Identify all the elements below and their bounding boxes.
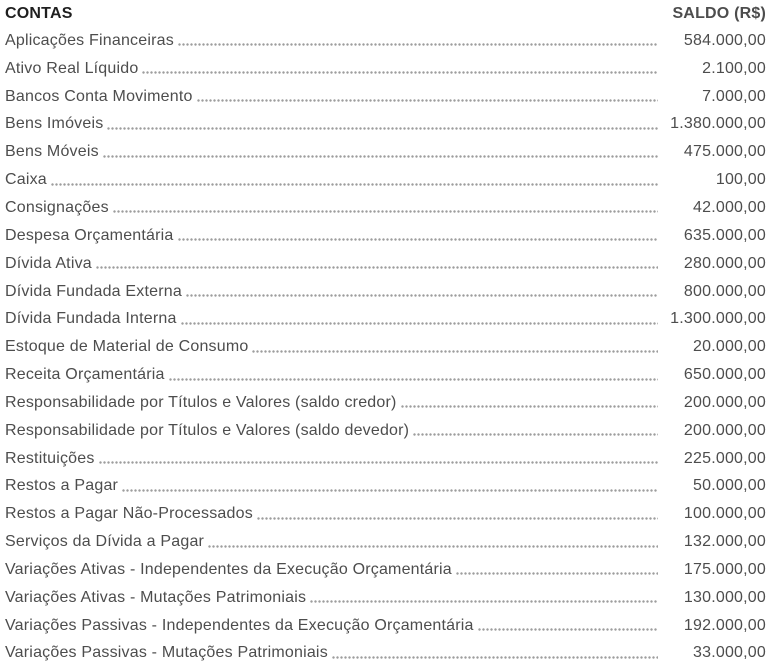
table-body [5, 27, 766, 667]
table-row [5, 528, 766, 556]
table-row [5, 556, 766, 584]
table-row [5, 612, 766, 640]
dot-leader [478, 628, 658, 631]
account-balance: 650.000,00 [683, 366, 766, 384]
account-name: Despesa Orçamentária [5, 226, 174, 244]
dot-leader [181, 322, 658, 325]
table-row [5, 361, 766, 389]
table-row [5, 250, 766, 278]
table-row [5, 305, 766, 333]
table-row [5, 473, 766, 501]
dot-leader [107, 127, 658, 130]
account-balance: 280.000,00 [683, 254, 766, 272]
account-balance: 800.000,00 [683, 282, 766, 300]
account-name: Restos a Pagar Não-Processados [5, 505, 253, 523]
account-balance: 225.000,00 [683, 449, 766, 467]
account-name: Receita Orçamentária [5, 366, 165, 384]
table-row [5, 194, 766, 222]
account-balance: 132.000,00 [683, 533, 766, 551]
table-row [5, 333, 766, 361]
table-row [5, 640, 766, 667]
column-header-saldo: SALDO (R$) [672, 5, 766, 22]
account-balance: 200.000,00 [683, 393, 766, 411]
account-name: Caixa [5, 171, 47, 189]
account-balance: 100.000,00 [683, 505, 766, 523]
table-row [5, 584, 766, 612]
table-row [5, 111, 766, 139]
dot-leader [99, 461, 658, 464]
dot-leader [257, 517, 658, 520]
account-name: Estoque de Material de Consumo [5, 338, 249, 356]
dot-leader [186, 294, 658, 297]
table-row [5, 55, 766, 83]
dot-leader [401, 405, 658, 408]
dot-leader [252, 350, 658, 353]
account-name: Consignações [5, 198, 109, 216]
account-balance: 200.000,00 [683, 421, 766, 439]
account-balance: 584.000,00 [683, 31, 766, 49]
account-balance: 1.300.000,00 [670, 310, 766, 328]
account-name: Dívida Fundada Interna [5, 310, 177, 328]
table-row [5, 500, 766, 528]
dot-leader [310, 600, 658, 603]
account-name: Bancos Conta Movimento [5, 87, 193, 105]
account-name: Restos a Pagar [5, 477, 119, 495]
dot-leader [332, 656, 658, 659]
account-name: Aplicações Financeiras [5, 31, 174, 49]
account-name: Variações Ativas - Mutações Patrimoniais [5, 588, 307, 606]
table-row [5, 138, 766, 166]
table-header-row [5, 1, 766, 27]
table-row [5, 83, 766, 111]
dot-leader [169, 378, 658, 381]
account-balance: 130.000,00 [683, 588, 766, 606]
dot-leader [413, 433, 658, 436]
account-name: Responsabilidade por Títulos e Valores (saldo credor) [5, 393, 397, 411]
dot-leader [51, 183, 658, 186]
account-balance: 192.000,00 [683, 616, 766, 634]
table-row [5, 166, 766, 194]
table-row [5, 417, 766, 445]
account-name: Variações Passivas - Mutações Patrimoniais [5, 644, 328, 662]
table-row [5, 27, 766, 55]
account-balance: 475.000,00 [683, 143, 766, 161]
account-balance: 1.380.000,00 [670, 115, 766, 133]
account-balance: 2.100,00 [702, 59, 766, 77]
dot-leader [456, 572, 658, 575]
account-name: Restituições [5, 449, 95, 467]
dot-leader [113, 210, 658, 213]
account-name: Variações Passivas - Independentes da Execução Orçamentária [5, 616, 474, 634]
dot-leader [96, 266, 658, 269]
dot-leader [178, 43, 658, 46]
table-row [5, 445, 766, 473]
account-name: Serviços da Dívida a Pagar [5, 533, 205, 551]
table-row [5, 222, 766, 250]
account-balance: 635.000,00 [683, 226, 766, 244]
dot-leader [142, 71, 658, 74]
table-row [5, 278, 766, 306]
account-balance: 33.000,00 [693, 644, 766, 662]
account-name: Bens Imóveis [5, 115, 104, 133]
account-name: Dívida Ativa [5, 254, 92, 272]
account-name: Responsabilidade por Títulos e Valores (saldo devedor) [5, 421, 410, 439]
column-header-contas: CONTAS [5, 5, 73, 22]
account-name: Dívida Fundada Externa [5, 282, 182, 300]
account-balance: 7.000,00 [702, 87, 766, 105]
account-balance: 50.000,00 [693, 477, 766, 495]
dot-leader [208, 545, 658, 548]
account-balance: 175.000,00 [683, 560, 766, 578]
dot-leader [178, 238, 658, 241]
dot-leader [122, 489, 658, 492]
account-balance: 100,00 [715, 171, 766, 189]
account-balance: 42.000,00 [693, 198, 766, 216]
account-balance: 20.000,00 [693, 338, 766, 356]
table-row [5, 389, 766, 417]
dot-leader [197, 99, 658, 102]
account-name: Variações Ativas - Independentes da Execução Orçamentária [5, 560, 452, 578]
dot-leader [103, 155, 658, 158]
account-name: Bens Móveis [5, 143, 99, 161]
account-name: Ativo Real Líquido [5, 59, 139, 77]
